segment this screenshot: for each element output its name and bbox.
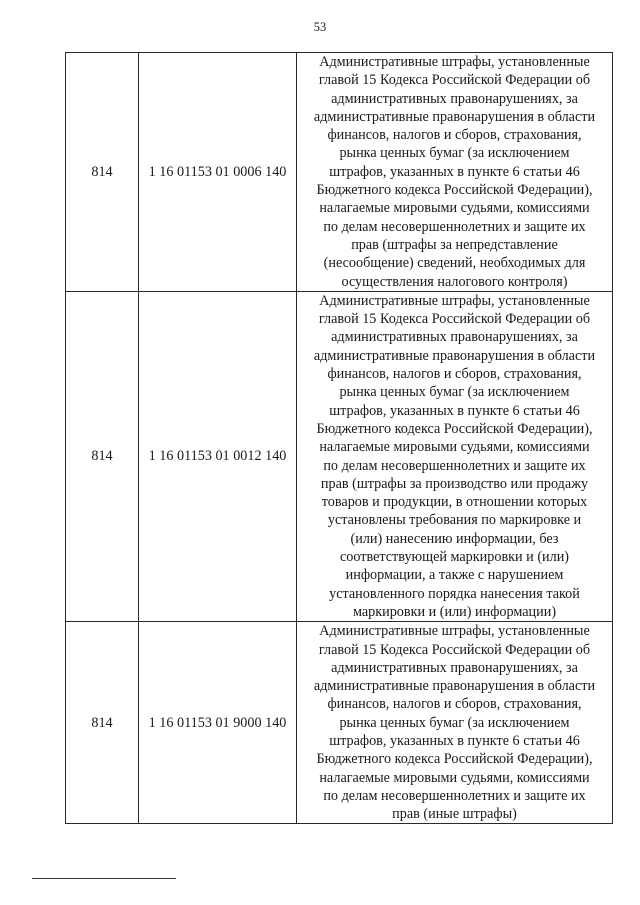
description-line: рынка ценных бумаг (за исключением: [339, 384, 570, 401]
table-row: [66, 291, 613, 621]
description-line: рынка ценных бумаг (за исключением: [339, 714, 570, 731]
page-number: 53: [313, 20, 327, 34]
description-line: Административные штрафы, установленные: [319, 292, 590, 309]
description-line: штрафов, указанных в пункте 6 статьи 46: [329, 732, 580, 749]
description-line: соответствующей маркировки и (или): [339, 549, 570, 566]
description-line: административные правонарушения в области: [313, 108, 596, 125]
description-cell: [297, 622, 613, 824]
description-line: административных правонарушениях, за: [331, 329, 578, 346]
admin-code-cell: 814: [66, 291, 139, 621]
footnote-rule: [32, 878, 176, 879]
kbk-code-cell: 1 16 01153 01 0006 140: [139, 53, 297, 292]
kbk-code-cell: 1 16 01153 01 9000 140: [139, 622, 297, 824]
description-line: Административные штрафы, установленные: [319, 54, 590, 70]
table-row: [66, 622, 613, 824]
description-line: прав (штрафы за непредставление: [351, 236, 558, 253]
description-line: налагаемые мировыми судьями, комиссиями: [319, 439, 590, 456]
description-line: главой 15 Кодекса Российской Федерации об: [318, 641, 591, 658]
description-line: финансов, налогов и сборов, страхования,: [327, 366, 582, 383]
description-line: (несообщение) сведений, необходимых для: [323, 255, 586, 272]
description-line: прав (иные штрафы): [392, 806, 517, 823]
description-line: административных правонарушениях, за: [331, 90, 578, 107]
description-line: по делам несовершеннолетних и защите их: [323, 457, 586, 474]
kbk-code-cell: 1 16 01153 01 0012 140: [139, 291, 297, 621]
description-line: штрафов, указанных в пункте 6 статьи 46: [329, 163, 580, 180]
description-line: осуществления налогового контроля): [341, 273, 568, 290]
description-line: административные правонарушения в области: [313, 347, 596, 364]
description-line: главой 15 Кодекса Российской Федерации об: [318, 72, 591, 89]
table-body: [66, 53, 613, 824]
budget-classification-table: [65, 52, 613, 824]
description-line: Бюджетного кодекса Российской Федерации),: [316, 420, 593, 437]
description-line: административных правонарушениях, за: [331, 659, 578, 676]
description-line: прав (штрафы за производство или продажу: [320, 475, 589, 492]
description-line: (или) нанесению информации, без: [350, 530, 559, 547]
description-line: налагаемые мировыми судьями, комиссиями: [319, 200, 590, 217]
description-line: установленного порядка нанесения такой: [329, 585, 580, 602]
description-line: главой 15 Кодекса Российской Федерации об: [318, 311, 591, 328]
description-cell: [297, 53, 613, 292]
description-line: рынка ценных бумаг (за исключением: [339, 145, 570, 162]
table-row: [66, 53, 613, 292]
description-line: финансов, налогов и сборов, страхования,: [327, 696, 582, 713]
admin-code-cell: 814: [66, 53, 139, 292]
description-line: информации, а также с нарушением: [345, 567, 564, 584]
description-line: административные правонарушения в области: [313, 678, 596, 695]
description-line: Бюджетного кодекса Российской Федерации),: [316, 751, 593, 768]
description-line: маркировки и (или) информации): [352, 603, 557, 620]
description-line: Административные штрафы, установленные: [319, 623, 590, 640]
description-line: Бюджетного кодекса Российской Федерации),: [316, 182, 593, 199]
description-line: штрафов, указанных в пункте 6 статьи 46: [329, 402, 580, 419]
description-cell: [297, 291, 613, 621]
description-line: финансов, налогов и сборов, страхования,: [327, 127, 582, 144]
description-line: товаров и продукции, в отношении которых: [321, 494, 588, 511]
description-line: по делам несовершеннолетних и защите их: [323, 787, 586, 804]
description-line: установлены требования по маркировке и: [327, 512, 582, 529]
admin-code-cell: 814: [66, 622, 139, 824]
description-line: налагаемые мировыми судьями, комиссиями: [319, 769, 590, 786]
description-line: по делам несовершеннолетних и защите их: [323, 218, 586, 235]
